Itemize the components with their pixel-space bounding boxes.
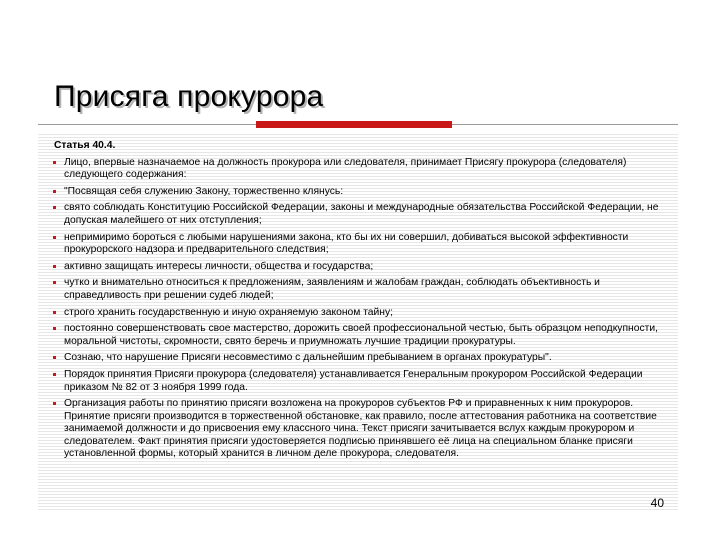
underline-rule-right xyxy=(452,124,678,125)
bullet-list xyxy=(50,157,672,461)
title-underline xyxy=(38,121,678,128)
bullet-item: Сознаю, что нарушение Присяги несовместимо с дальнейшим пребыванием в органах прокуратуры". xyxy=(50,352,672,365)
bullet-item: непримиримо бороться с любыми нарушениями закона, кто бы их ни совершил, добиваться высокой эффективности прокурорского надзора и предварительного следствия; xyxy=(50,232,672,257)
bullet-item: постоянно совершенствовать свое мастерство, дорожить своей профессиональной честью, быть образцом неподкупности, моральной чистоты, скромности, свято беречь и приумножать лучшие традиции прокуратуры. xyxy=(50,323,672,348)
slide-body xyxy=(50,140,672,465)
bullet-item: Порядок принятия Присяги прокурора (следователя) устанавливается Генеральным прокурором Российской Федерации приказом № 82 от 3 ноября 1999 года. xyxy=(50,369,672,394)
underline-rule-left xyxy=(38,124,256,125)
bullet-item: чутко и внимательно относиться к предложениям, заявлениям и жалобам граждан, соблюдать объективность и справедливость при решении судеб людей; xyxy=(50,277,672,302)
bullet-item: "Посвящая себя служению Закону, торжественно клянусь: xyxy=(50,186,672,199)
article-heading: Статья 40.4. xyxy=(54,140,116,151)
underline-accent-bar xyxy=(256,121,452,128)
bullet-item: строго хранить государственную и иную охраняемую законом тайну; xyxy=(50,307,672,320)
bullet-item: свято соблюдать Конституцию Российской Федерации, законы и международные обязательства Российской Федерации, не допуская малейшего от них отступления; xyxy=(50,202,672,227)
bullet-item: активно защищать интересы личности, общества и государства; xyxy=(50,261,672,274)
bullet-item: Организация работы по принятию присяги возложена на прокуроров субъектов РФ и приравненных к ним прокуроров. Принятие присяги производится в торжественной обстановке, как правило, после аттестования работника на соответствие занимаемой должности и до присвоения ему классного чина. Текст присяги зачитывается вслух каждым прокурором и следователем. Факт принятия присяги удостоверяется подписью принявшего её лица на специальном бланке присяги установленной формы, который хранится в личном деле прокурора, следователя. xyxy=(50,398,672,461)
slide-title: Присяга прокурора xyxy=(54,80,324,113)
page-number: 40 xyxy=(650,496,664,510)
bullet-item: Лицо, впервые назначаемое на должность прокурора или следователя, принимает Присягу прокурора (следователя) следующего содержания: xyxy=(50,157,672,182)
